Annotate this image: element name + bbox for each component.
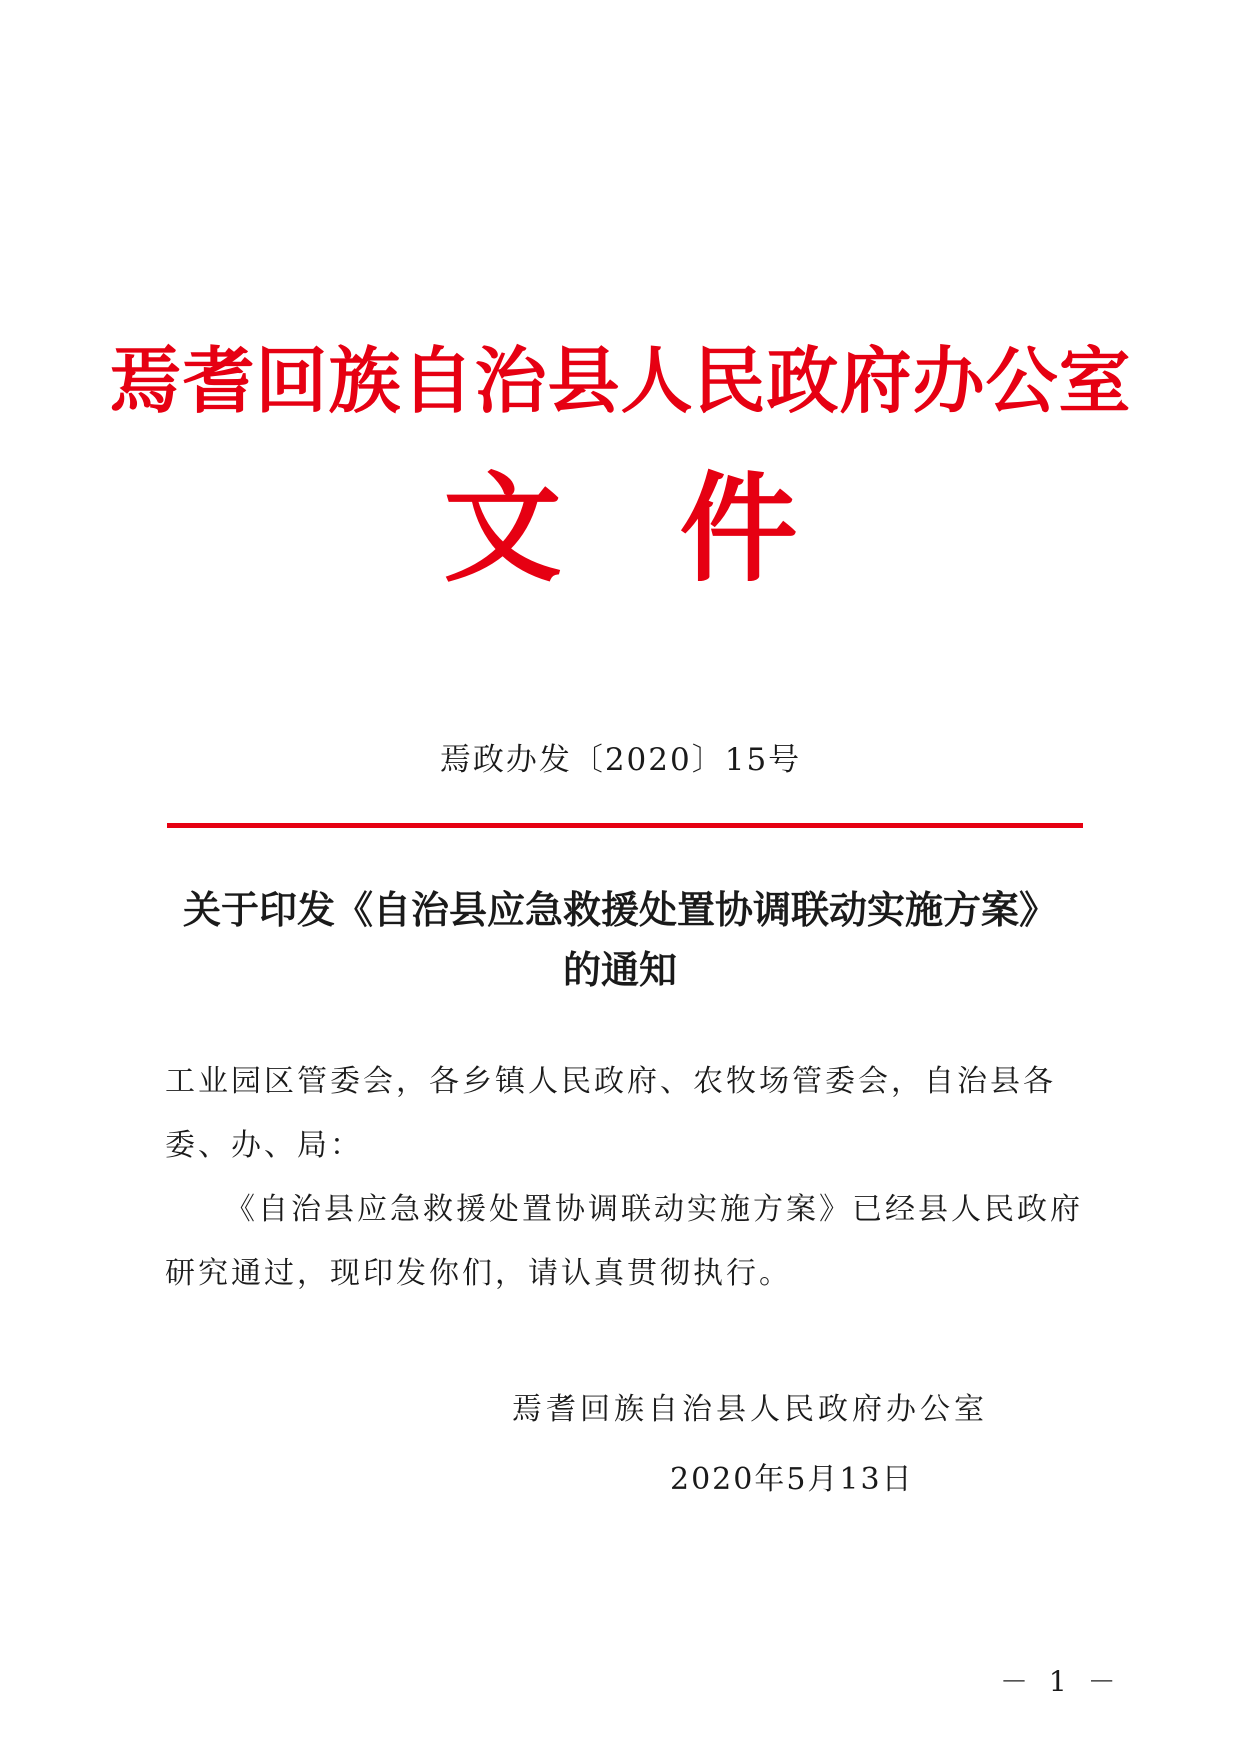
title-line-2: 的通知 <box>562 947 677 992</box>
body-paragraph: 《自治县应急救援处置协调联动实施方案》已经县人民政府研究通过，现印发你们，请认真贯彻执行。 <box>165 1192 1083 1291</box>
document-type-header <box>0 459 1241 598</box>
document-type-char-1: 文 <box>443 459 562 598</box>
document-number: 焉政办发〔2020〕15号 <box>439 742 802 778</box>
red-separator-line <box>167 823 1083 828</box>
document-title <box>140 880 1100 1000</box>
page-number: － 1 － <box>1000 1665 1122 1698</box>
issuing-organization-header: 焉耆回族自治县人民政府办公室 <box>109 338 1132 423</box>
document-type-char-2: 件 <box>679 459 798 598</box>
signature-date: 2020年5月13日 <box>670 1462 914 1497</box>
addressee: 工业园区管委会，各乡镇人民政府、农牧场管委会，自治县各委、办、局： <box>165 1064 1056 1163</box>
signature-organization: 焉耆回族自治县人民政府办公室 <box>512 1392 988 1427</box>
title-line-1: 关于印发《自治县应急救援处置协调联动实施方案》 <box>182 887 1057 932</box>
